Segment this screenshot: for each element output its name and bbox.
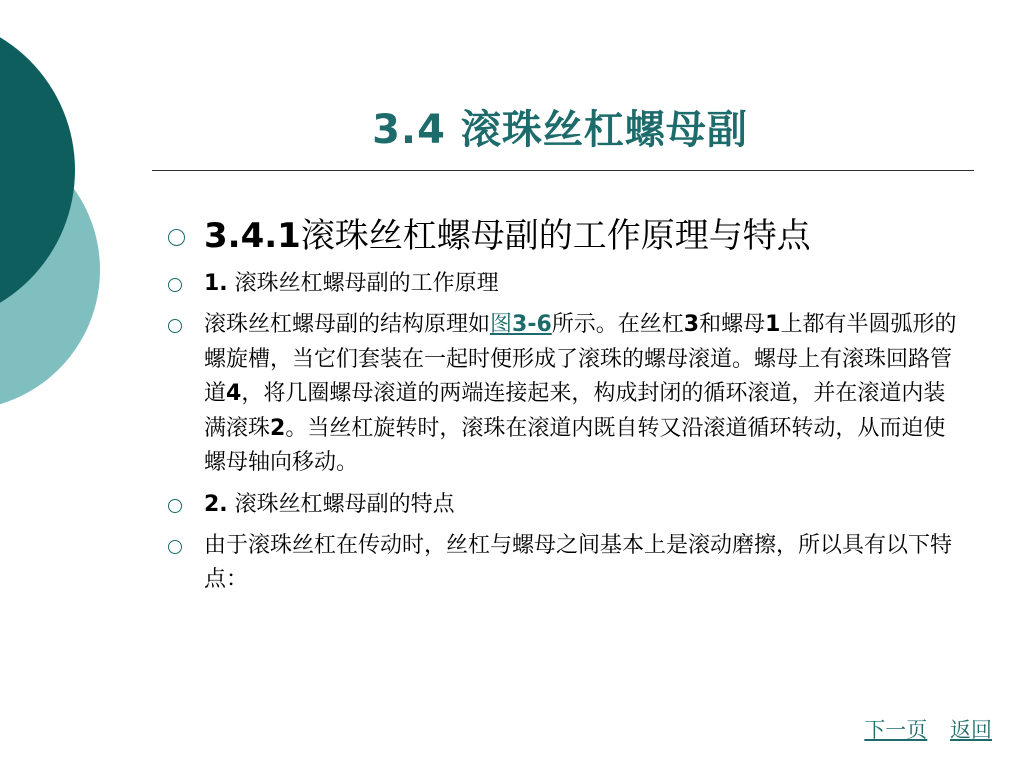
figure-link[interactable] <box>490 312 552 337</box>
paragraph-text: 所示。在丝杠 <box>551 312 684 337</box>
section-heading-text: 滚珠丝杠螺母副的工作原理与特点 <box>300 216 811 256</box>
bullet-subheading-1 <box>162 266 962 302</box>
subheading-number: 1. <box>204 271 228 296</box>
bullet-list <box>162 210 962 604</box>
circle-bullet-icon <box>168 278 182 292</box>
paragraph-text: 滚珠丝杠螺母副的结构原理如 <box>204 312 491 337</box>
paragraph-text: 上都有半圆弧形的螺旋槽，当它们套装在一起时便形成了滚珠的螺母滚道。螺母上有滚珠回路管道 <box>204 312 957 406</box>
circle-bullet-icon <box>168 319 182 333</box>
subheading-text: 滚珠丝杠螺母副的特点 <box>227 491 455 517</box>
figure-link-number: 3-6 <box>512 312 552 337</box>
back-link[interactable]: 返回 <box>950 718 992 742</box>
figure-link-char: 图 <box>490 312 513 337</box>
part-number: 1 <box>765 312 781 337</box>
bullet-subheading-2 <box>162 487 962 523</box>
part-number: 4 <box>226 381 242 406</box>
part-number: 3 <box>683 312 700 337</box>
circle-bullet-icon <box>168 229 185 246</box>
next-page-link[interactable]: 下一页 <box>864 718 928 742</box>
subheading-text: 滚珠丝杠螺母副的工作原理 <box>227 271 499 296</box>
paragraph-text: 。当丝杠旋转时，滚珠在滚道内既自转又沿滚道循环转动，从而迫使螺母轴向移动。 <box>204 415 946 475</box>
paragraph-text: ，将几圈螺母滚道的两端连接起来，构成封闭的循环滚道，并在滚道内装满滚珠 <box>204 381 946 441</box>
part-number: 2 <box>270 415 286 441</box>
slide-title: 3.4 滚珠丝杠螺母副 <box>372 107 748 153</box>
paragraph-text: 由于滚珠丝杠在传动时，丝杠与螺母之间基本上是滚动磨擦，所以具有以下特点： <box>204 532 953 592</box>
paragraph-text: 和螺母 <box>699 312 766 337</box>
circle-bullet-icon <box>168 540 182 554</box>
section-number: 3.4.1 <box>204 216 301 256</box>
bullet-features-intro <box>162 529 962 598</box>
decorative-circles <box>0 0 120 420</box>
bullet-section-heading <box>162 210 962 262</box>
slide-navigation <box>848 714 992 744</box>
bullet-principle-paragraph <box>162 308 962 481</box>
subheading-number: 2. <box>204 491 228 517</box>
circle-bullet-icon <box>168 499 182 513</box>
title-divider <box>152 170 974 171</box>
